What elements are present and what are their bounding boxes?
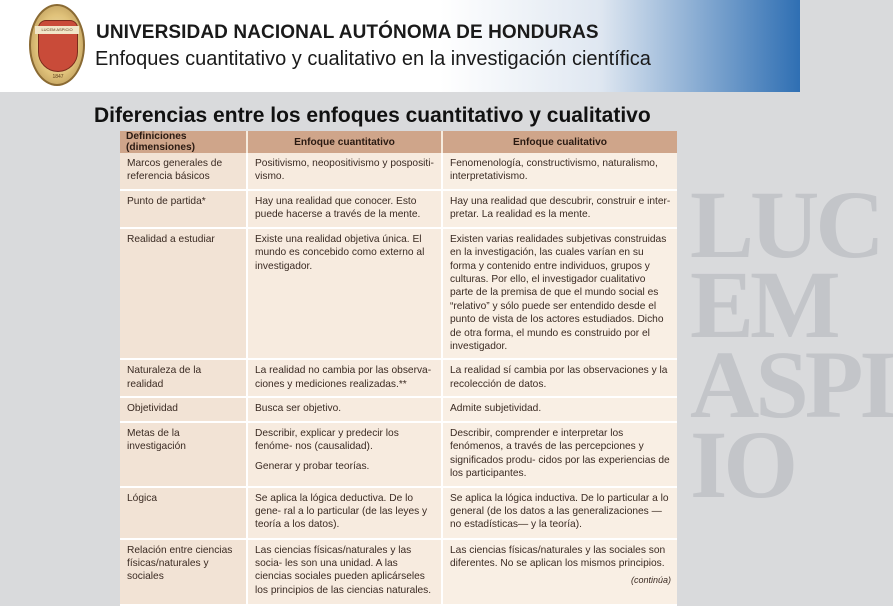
cell-qualitative: La realidad sí cambia por las observaciones y la recolección de datos.	[442, 359, 677, 397]
table-row	[120, 397, 677, 421]
table-row	[120, 359, 677, 397]
cell-dimension: Punto de partida*	[120, 190, 247, 228]
cell-qualitative: Fenomenología, constructivismo, naturalismo, interpretativismo.	[442, 153, 677, 190]
table-row	[120, 228, 677, 360]
table-row	[120, 153, 677, 190]
slide-header	[0, 0, 800, 92]
university-name: UNIVERSIDAD NACIONAL AUTÓNOMA DE HONDURAS	[96, 22, 599, 43]
cell-qualitative: Se aplica la lógica inductiva. De lo particular a lo general (de los datos a las generalizaciones —no estadísticas— y la teoría).	[442, 487, 677, 539]
seal-year: 1847	[52, 74, 64, 80]
cell-quantitative: Existe una realidad objetiva única. El mundo es concebido como externo al investigador.	[247, 228, 442, 360]
cell-quantitative: Hay una realidad que conocer. Esto puede hacerse a través de la mente.	[247, 190, 442, 228]
background-watermark: LUC EM ASPI IO	[690, 171, 893, 518]
cell-qualitative	[442, 539, 677, 605]
cell-dimension: Objetividad	[120, 397, 247, 421]
cell-qualitative-text: Las ciencias físicas/naturales y las sociales son diferentes. No se aplican los mismos principios.	[450, 544, 666, 569]
cell-dimension: Realidad a estudiar	[120, 228, 247, 360]
cell-dimension: Relación entre ciencias físicas/naturales y sociales	[120, 539, 247, 605]
cell-quantitative: Positivismo, neopositivismo y pospositi- vismo.	[247, 153, 442, 190]
cell-qualitative: Existen varias realidades subjetivas construidas en la investigación, las cuales varían en su forma y contenido entre individuos, grupos y culturas. Por ello, el investigador cualitativo parte de la premisa de que el mundo social es “relativo” y sólo puede ser entendido desde el punto de vista de los actores estudiados. Dicho de otra forma, el mundo es construido por el investigador.	[442, 228, 677, 360]
header-qualitative: Enfoque cualitativo	[442, 131, 677, 153]
cell-dimension: Marcos generales de referencia básicos	[120, 153, 247, 190]
cell-dimension: Lógica	[120, 487, 247, 539]
header-dimensions: Definiciones (dimensiones)	[120, 131, 247, 153]
cell-quantitative-text: Describir, explicar y predecir los fenóme- nos (causalidad).	[255, 427, 399, 453]
continued-note: (continúa)	[630, 575, 671, 586]
university-seal-logo	[29, 4, 85, 86]
table-row	[120, 539, 677, 605]
cell-quantitative-extra: Generar y probar teorías.	[255, 460, 370, 472]
presentation-subtitle: Enfoques cuantitativo y cualitativo en la investigación científica	[95, 48, 651, 70]
cell-qualitative: Hay una realidad que descubrir, construir e inter- pretar. La realidad es la mente.	[442, 190, 677, 228]
cell-quantitative: Se aplica la lógica deductiva. De lo gene- ral a lo particular (de las leyes y teoría a los datos).	[247, 487, 442, 539]
cell-quantitative: La realidad no cambia por las observa- ciones y mediciones realizadas.**	[247, 359, 442, 397]
cell-dimension: Metas de la investigación	[120, 422, 247, 487]
comparison-table	[120, 131, 677, 606]
table-row	[120, 487, 677, 539]
table-header-row	[120, 131, 677, 153]
cell-qualitative: Admite subjetividad.	[442, 397, 677, 421]
slide-title: Diferencias entre los enfoques cuantitativo y cualitativo	[94, 104, 651, 127]
cell-dimension: Naturaleza de la realidad	[120, 359, 247, 397]
cell-quantitative: Las ciencias físicas/naturales y las socia- les son una unidad. A las ciencias sociales pueden aplicárseles los principios de las ciencias naturales.	[247, 539, 442, 605]
cell-quantitative	[247, 422, 442, 487]
header-quantitative: Enfoque cuantitativo	[247, 131, 442, 153]
table-row	[120, 190, 677, 228]
cell-quantitative: Busca ser objetivo.	[247, 397, 442, 421]
table-row	[120, 422, 677, 487]
cell-qualitative: Describir, comprender e interpretar los fenómenos, a través de las percepciones y significados produ- cidos por las experiencias de los participantes.	[442, 422, 677, 487]
seal-motto: LUCEM ASPICIO	[35, 26, 79, 34]
comparison-table-container	[120, 131, 677, 596]
